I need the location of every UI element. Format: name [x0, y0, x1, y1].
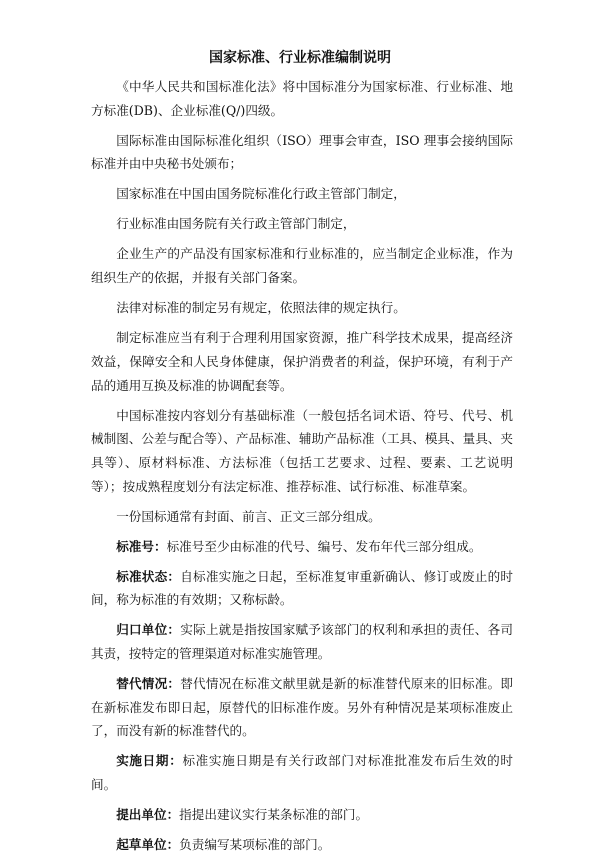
paragraph-iso: 国际标准由国际标准化组织（ISO）理事会审查，ISO 理事会接纳国际标准并由中央秘书处颁布； — [91, 132, 513, 172]
document-body — [91, 75, 513, 863]
definition-separator: ： — [166, 837, 180, 853]
paragraph-principles: 制定标准应当有利于合理利用国家资源，推广科学技术成果，提高经济效益，保障安全和人民身体健康，保护消费者的利益，保护环境，有利于产品的通用互换及标准的协调配套等。 — [91, 330, 513, 393]
definition-term: 实施日期 — [116, 753, 170, 769]
definition-proposing-unit — [91, 803, 513, 827]
definition-text: 自标准实施之日起，至标准复审重新确认、修订或废止的时间，称为标准的有效期；又称标龄。 — [91, 568, 514, 608]
definition-separator: ： — [167, 622, 181, 638]
paragraph-structure: 一份国标通常有封面、前言、正文三部分组成。 — [116, 508, 381, 524]
definition-replacement — [91, 672, 513, 743]
definition-text: 实际上就是指按国家赋予该部门的权利和承担的责任、各司其责，按特定的管理渠道对标准实施管理。 — [91, 622, 514, 662]
paragraph-enterprise-standard: 企业生产的产品没有国家标准和行业标准的，应当制定企业标准，作为组织生产的依据，并报有关部门备案。 — [91, 246, 513, 286]
definition-term: 标准状态 — [116, 568, 168, 584]
definition-term: 起草单位 — [116, 837, 167, 853]
definition-text: 标准号至少由标准的代号、编号、发布年代三部分组成。 — [166, 538, 482, 554]
paragraph-national-standard: 国家标准在中国由国务院标准化行政主管部门制定， — [116, 186, 406, 202]
definition-term: 归口单位 — [116, 622, 168, 638]
definition-term: 替代情况 — [116, 676, 168, 692]
paragraph-standard-levels: 《中华人民共和国标准化法》将中国标准分为国家标准、行业标准、地方标准(DB)、企业标准(Q/)四级。 — [91, 79, 513, 118]
definition-effective-date — [91, 749, 513, 796]
definition-separator: ： — [153, 538, 167, 554]
paragraph-classification: 中国标准按内容划分有基础标准（一般包括名词术语、符号、代号、机械制图、公差与配合等）、产品标准、辅助产品标准（工具、模具、量具、夹具等）、原材料标准、方法标准（包括工艺要求、过程、要素、工艺说明等）；按成熟程度划分有法定标准、推荐标准、试行标准、标准草案。 — [91, 407, 513, 494]
definition-standard-number — [91, 535, 513, 559]
definition-text: 标准实施日期是有关行政部门对标准批准发布后生效的时间。 — [91, 753, 514, 793]
definition-responsible-unit — [91, 618, 513, 665]
definition-separator: ： — [169, 753, 183, 769]
definition-separator: ： — [167, 568, 181, 584]
definition-drafting-unit — [91, 833, 513, 857]
definition-separator: ： — [167, 676, 181, 692]
paragraph-industry-standard: 行业标准由国务院有关行政主管部门制定， — [116, 216, 356, 232]
definition-term: 提出单位 — [116, 807, 167, 823]
document-title: 国家标准、行业标准编制说明 — [209, 50, 391, 66]
definition-standard-status — [91, 565, 513, 612]
definition-separator: ： — [166, 807, 180, 823]
definition-text: 替代情况在标准文献里就是新的标准替代原来的旧标准。即在新标准发布即日起，原替代的旧标准作废。另外有种情况是某项标准废止了，而没有新的标准替代的。 — [91, 676, 514, 739]
paragraph-law: 法律对标准的制定另有规定，依照法律的规定执行。 — [116, 300, 406, 316]
definition-term: 标准号 — [116, 538, 154, 554]
definition-text: 负责编写某项标准的部门。 — [179, 837, 331, 853]
definition-text: 指提出建议实行某条标准的部门。 — [179, 807, 369, 823]
